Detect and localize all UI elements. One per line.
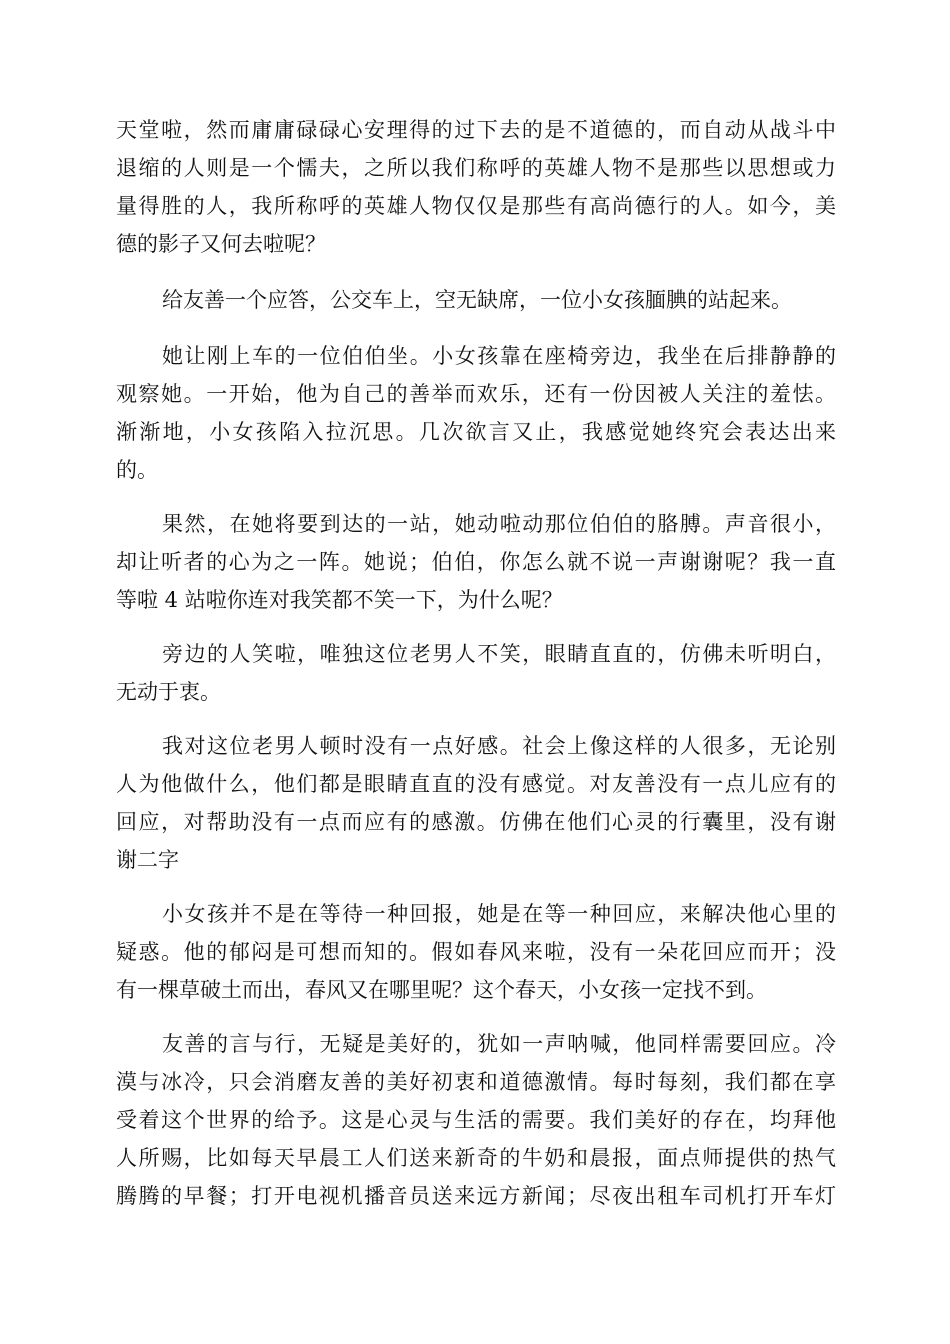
paragraph-line: 却让听者的心为之一阵。她说；伯伯，你怎么就不说一声谢谢呢？我一直 bbox=[116, 550, 836, 574]
paragraph-line: 退缩的人则是一个懦夫，之所以我们称呼的英雄人物不是那些以思想或力 bbox=[116, 156, 836, 180]
paragraph-line: 德的影子又何去啦呢？ bbox=[116, 232, 326, 256]
paragraph-line: 小女孩并不是在等待一种回报，她是在等一种回应，来解决他心里的 bbox=[162, 902, 836, 926]
paragraph-line: 腾腾的早餐；打开电视机播音员送来远方新闻；尽夜出租车司机打开车灯 bbox=[116, 1184, 836, 1208]
paragraph-line: 渐渐地，小女孩陷入拉沉思。几次欲言又止，我感觉她终究会表达出来 bbox=[116, 420, 836, 444]
paragraph-line: 我对这位老男人顿时没有一点好感。社会上像这样的人很多，无论别 bbox=[162, 734, 836, 758]
paragraph-line: 漠与冰冷，只会消磨友善的美好初衷和道德激情。每时每刻，我们都在享 bbox=[116, 1070, 836, 1094]
paragraph-line: 给友善一个应答，公交车上，空无缺席，一位小女孩腼腆的站起来。 bbox=[162, 288, 792, 312]
paragraph-line: 等啦 4 站啦你连对我笑都不笑一下，为什么呢？ bbox=[116, 588, 563, 612]
paragraph-2 bbox=[116, 281, 836, 319]
paragraph-8 bbox=[116, 1025, 836, 1215]
paragraph-line: 量得胜的人，我所称呼的英雄人物仅仅是那些有高尚德行的人。如今，美 bbox=[116, 194, 836, 218]
paragraph-line: 受着这个世界的给予。这是心灵与生活的需要。我们美好的存在，均拜他 bbox=[116, 1108, 836, 1132]
paragraph-line: 果然，在她将要到达的一站，她动啦动那位伯伯的胳膊。声音很小， bbox=[162, 512, 836, 536]
paragraph-line: 天堂啦，然而庸庸碌碌心安理得的过下去的是不道德的，而自动从战斗中 bbox=[116, 118, 836, 142]
paragraph-line: 旁边的人笑啦，唯独这位老男人不笑，眼睛直直的，仿佛未听明白， bbox=[162, 642, 836, 666]
paragraph-3 bbox=[116, 337, 836, 489]
paragraph-6 bbox=[116, 727, 836, 879]
paragraph-line: 友善的言与行，无疑是美好的，犹如一声呐喊，他同样需要回应。冷 bbox=[162, 1032, 836, 1056]
paragraph-7 bbox=[116, 895, 836, 1009]
paragraph-line: 回应，对帮助没有一点而应有的感激。仿佛在他们心灵的行囊里，没有谢 bbox=[116, 810, 836, 834]
paragraph-line: 人所赐，比如每天早晨工人们送来新奇的牛奶和晨报，面点师提供的热气 bbox=[116, 1146, 836, 1170]
paragraph-line: 谢二字 bbox=[116, 848, 179, 872]
paragraph-line: 无动于衷。 bbox=[116, 680, 221, 704]
paragraph-line: 有一棵草破土而出，春风又在哪里呢？这个春天，小女孩一定找不到。 bbox=[116, 978, 767, 1002]
paragraph-5 bbox=[116, 635, 836, 711]
paragraph-line: 疑惑。他的郁闷是可想而知的。假如春风来啦，没有一朵花回应而开；没 bbox=[116, 940, 836, 964]
paragraph-line: 她让刚上车的一位伯伯坐。小女孩靠在座椅旁边，我坐在后排静静的 bbox=[162, 344, 836, 368]
paragraph-1 bbox=[116, 111, 836, 263]
paragraph-line: 人为他做什么，他们都是眼睛直直的没有感觉。对友善没有一点儿应有的 bbox=[116, 772, 836, 796]
paragraph-line: 的。 bbox=[116, 458, 158, 482]
paragraph-4 bbox=[116, 505, 836, 619]
paragraph-line: 观察她。一开始，他为自己的善举而欢乐，还有一份因被人关注的羞怯。 bbox=[116, 382, 836, 406]
